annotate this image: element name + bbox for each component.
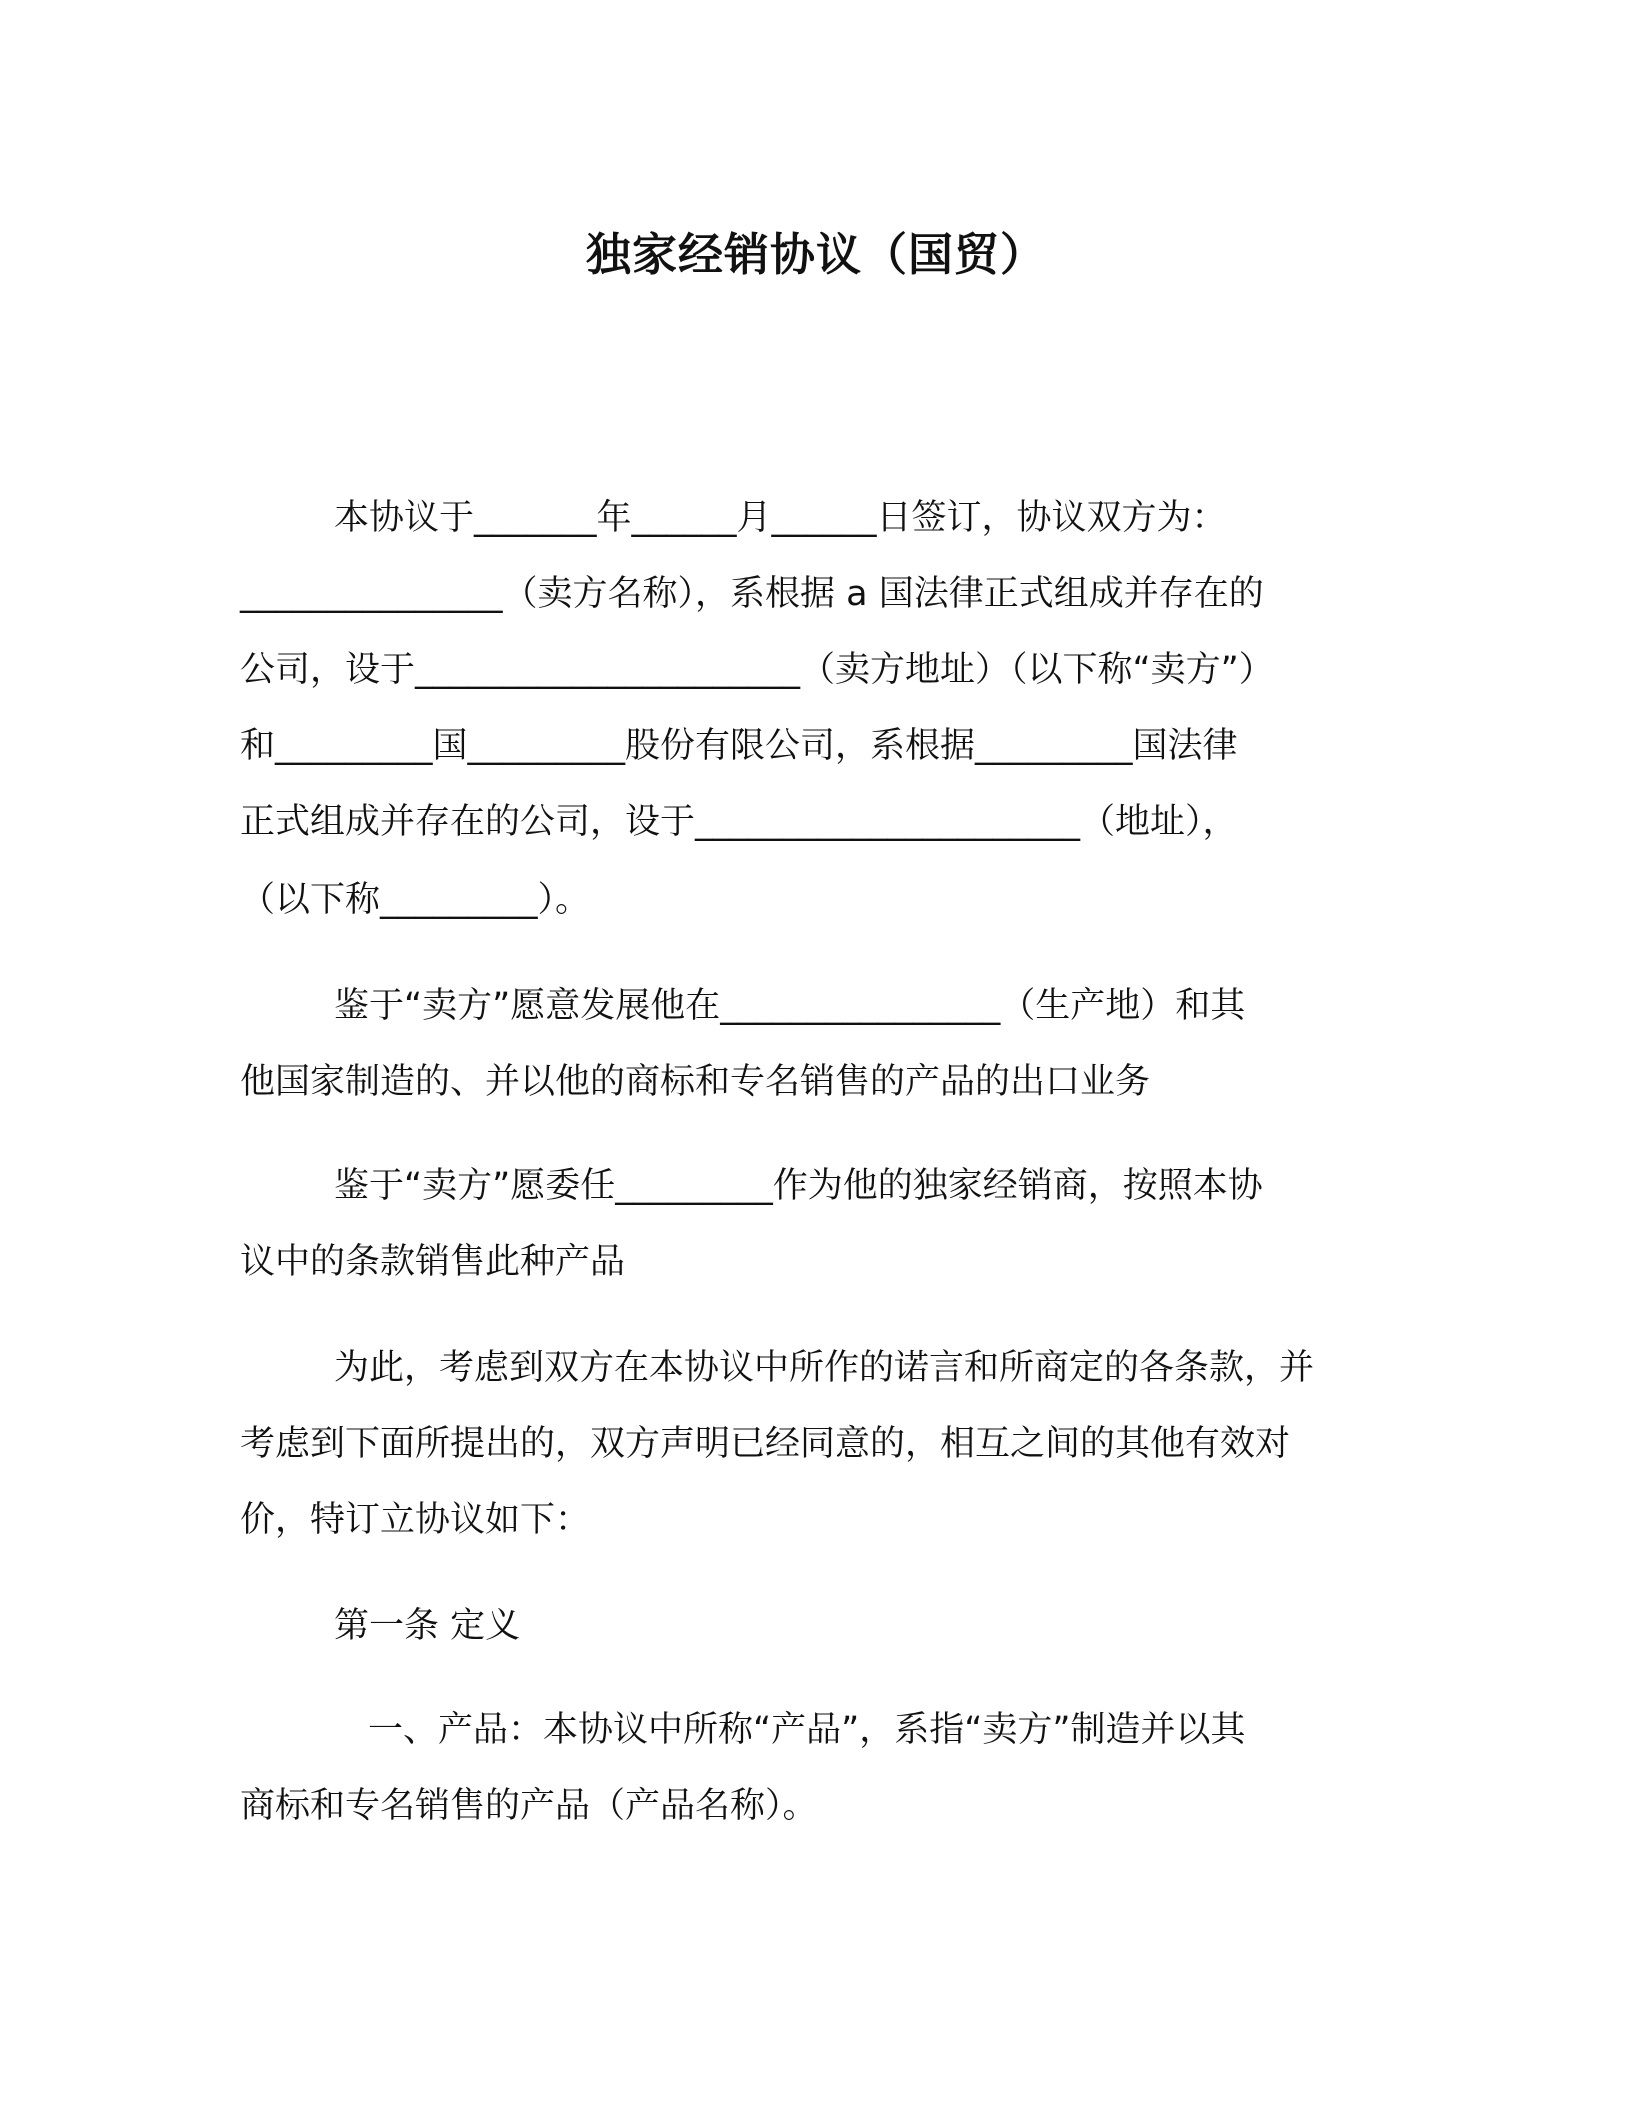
- paragraph-line: 公司，设于______________________（卖方地址）（以下称“卖方”）: [240, 650, 1274, 690]
- paragraph-line: _______________（卖方名称），系根据 a 国法律正式组成并存在的: [240, 574, 1264, 614]
- paragraph-line: 鉴于“卖方”愿委任_________作为他的独家经销商，按照本协: [334, 1166, 1263, 1206]
- paragraph-line: 他国家制造的、并以他的商标和专名销售的产品的出口业务: [240, 1062, 1151, 1102]
- paragraph-line: 议中的条款销售此种产品: [240, 1242, 626, 1282]
- paragraph-line: 正式组成并存在的公司，设于______________________（地址），: [240, 802, 1238, 842]
- paragraph-line: 考虑到下面所提出的，双方声明已经同意的，相互之间的其他有效对: [240, 1424, 1291, 1464]
- paragraph-line: 鉴于“卖方”愿意发展他在________________（生产地）和其: [334, 986, 1246, 1026]
- paragraph-line: 价，特订立协议如下：: [240, 1500, 591, 1540]
- paragraph-line: 一、产品：本协议中所称“产品”，系指“卖方”制造并以其: [368, 1710, 1246, 1750]
- paragraph-line: （以下称_________）。: [240, 880, 591, 920]
- paragraph-line: 本协议于_______年______月______日签订，协议双方为：: [334, 498, 1227, 538]
- document-title: 独家经销协议（国贸）: [585, 228, 1046, 281]
- paragraph-line: 商标和专名销售的产品（产品名称）。: [240, 1786, 818, 1826]
- paragraph-line: 和_________国_________股份有限公司，系根据_________国法律: [240, 726, 1238, 766]
- section-heading: 第一条 定义: [334, 1606, 521, 1646]
- paragraph-line: 为此，考虑到双方在本协议中所作的诺言和所商定的各条款，并: [334, 1348, 1315, 1388]
